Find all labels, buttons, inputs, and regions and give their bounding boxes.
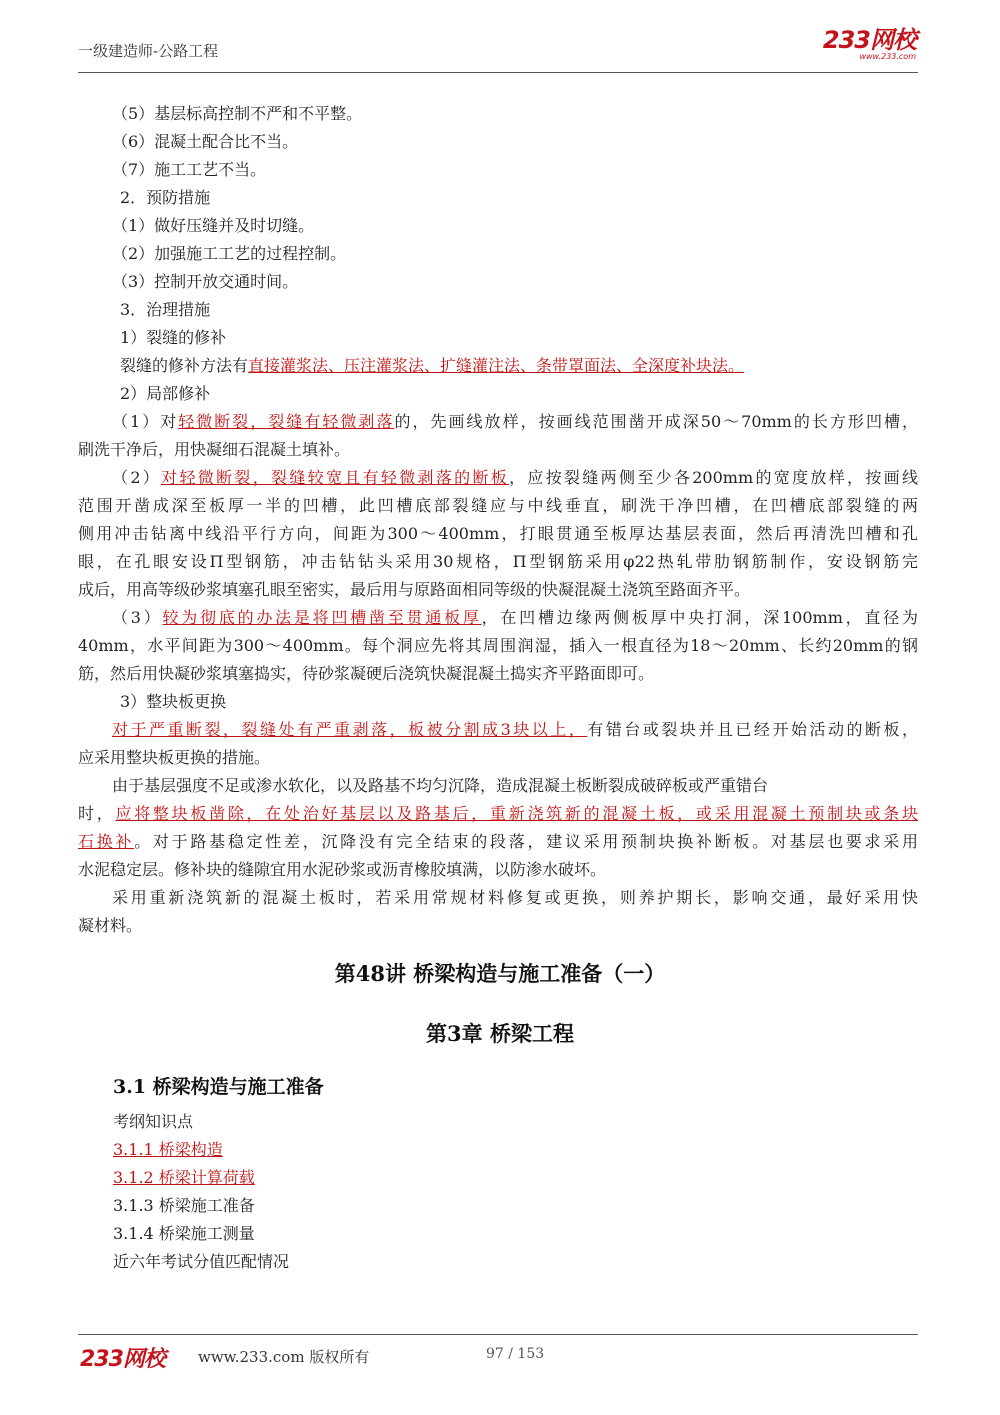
text-line: 眼，在孔眼安设Π型钢筋，冲击钻钻头采用30规格，Π型钢筋采用φ22热轧带肋钢筋制作，安设钢筋完	[78, 552, 918, 571]
page-header	[78, 0, 918, 74]
text-span: 有错台或裂块并且已经开始活动的断板，	[587, 720, 918, 739]
highlight-repair-methods: 直接灌浆法、压注灌浆法、扩缝灌注法、条带罩面法、全深度补块法。	[248, 356, 745, 375]
text-line	[78, 828, 918, 856]
text-span: 的，先画线放样，按画线范围凿开成深50～70mm的长方形凹槽，	[394, 412, 918, 431]
text-span: 裂缝的修补方法有	[120, 356, 249, 375]
text-line: 刷洗干净后，用快凝细石混凝土填补。	[78, 440, 351, 459]
outline-item: 3.1.3 桥梁施工准备	[113, 1196, 255, 1215]
text-span: （2）	[112, 468, 162, 487]
text-line: 40mm，水平间距为300～400mm。每个洞应先将其周围润湿，插入一根直径为18～20mm、长约20mm的钢	[78, 636, 918, 655]
text-line: 水泥稳定层。修补块的缝隙宜用水泥砂浆或沥青橡胶填满，以防渗水破坏。	[78, 860, 607, 879]
highlight-text: 石换补	[78, 832, 135, 851]
outline-tail: 近六年考试分值匹配情况	[113, 1252, 290, 1271]
text-line: 应采用整块板更换的措施。	[78, 748, 271, 767]
subheading-local-repair: 2）局部修补	[120, 384, 211, 403]
text-line: （2）加强施工工艺的过程控制。	[112, 244, 347, 263]
text-line	[78, 408, 918, 436]
footer-divider	[78, 1334, 918, 1335]
page-number: 97 / 153	[486, 1346, 545, 1362]
text-line	[78, 464, 918, 492]
text-line	[78, 800, 918, 828]
text-line	[78, 352, 918, 380]
footer-logo[interactable]: 233网校	[80, 1347, 165, 1372]
text-line	[78, 604, 918, 632]
text-line: 采用重新浇筑新的混凝土板时，若采用常规材料修复或更换，则养护期长，影响交通，最好采用快	[112, 888, 918, 907]
text-line: 侧用冲击钻离中线沿平行方向，间距为300～400mm，打眼贯通至板厚达基层表面，然后再清洗凹槽和孔	[78, 524, 918, 543]
outline-link-bridge-loads[interactable]: 3.1.2 桥梁计算荷载	[113, 1168, 255, 1187]
subheading-prevention: 2．预防措施	[120, 188, 211, 207]
subheading-full-replace: 3）整块板更换	[120, 692, 227, 711]
highlight-text: 较为彻底的办法是将凹槽凿至贯通板厚	[162, 608, 482, 627]
text-line: （7）施工工艺不当。	[112, 160, 267, 179]
subheading-crack-repair: 1）裂缝的修补	[120, 328, 227, 347]
text-line: 凝材料。	[78, 916, 143, 935]
document-body	[78, 100, 918, 940]
text-line: 范围开凿成深至板厚一半的凹槽，此凹槽底部裂缝应与中线垂直，刷洗干净凹槽，在凹槽底部裂缝的两	[78, 496, 918, 515]
outline-item: 3.1.4 桥梁施工测量	[113, 1224, 255, 1243]
text-line: （3）控制开放交通时间。	[112, 272, 299, 291]
outline-list	[113, 1108, 289, 1276]
text-span: ，应按裂缝两侧至少各200mm的宽度放样，按画线	[509, 468, 918, 487]
outline-link-bridge-structure[interactable]: 3.1.1 桥梁构造	[113, 1140, 223, 1159]
outline-intro: 考纲知识点	[113, 1112, 194, 1131]
text-span: 时，	[78, 804, 116, 823]
highlight-text: 应将整块板凿除，在处治好基层以及路基后，重新浇筑新的混凝土板，或采用混凝土预制块或条块	[115, 804, 918, 823]
text-span: （1）对	[112, 412, 179, 431]
header-title: 一级建造师-公路工程	[78, 42, 219, 60]
text-span: ，在凹槽边缘两侧板厚中央打洞，深100mm，直径为	[481, 608, 918, 627]
text-line: （5）基层标高控制不严和不平整。	[112, 104, 363, 123]
highlight-text: 对于严重断裂，裂缝处有严重剥落，板被分割成3块以上，	[112, 720, 588, 739]
text-line: （1）做好压缝并及时切缝。	[112, 216, 315, 235]
text-span: （3）	[112, 608, 163, 627]
section-heading: 3.1 桥梁构造与施工准备	[113, 1076, 324, 1098]
text-span: 。对于路基稳定性差，沉降没有完全结束的段落，建议采用预制块换补断板。对基层也要求采用	[134, 832, 918, 851]
text-line: 成后，用高等级砂浆填塞孔眼至密实，最后用与原路面相同等级的快凝混凝土浇筑至路面齐平。	[78, 580, 751, 599]
lecture-heading: 第48讲 桥梁构造与施工准备（一）	[334, 961, 666, 986]
logo-text: 233网校	[822, 26, 916, 54]
logo-url: www.233.com	[859, 52, 916, 61]
footer-copyright: www.233.com 版权所有	[198, 1348, 370, 1366]
text-line: 筋，然后用快凝砂浆填塞捣实，待砂浆凝硬后浇筑快凝混凝土捣实齐平路面即可。	[78, 664, 655, 683]
page-footer	[78, 1334, 918, 1374]
text-line: （6）混凝土配合比不当。	[112, 132, 299, 151]
text-line: 由于基层强度不足或渗水软化，以及路基不均匀沉降，造成混凝土板断裂成破碎板或严重错台	[112, 776, 769, 795]
subheading-treatment: 3．治理措施	[120, 300, 211, 319]
header-divider	[78, 72, 918, 73]
highlight-text: 轻微断裂，裂缝有轻微剥落	[178, 412, 395, 431]
text-line	[78, 716, 918, 744]
brand-logo[interactable]	[823, 28, 916, 61]
highlight-text: 对轻微断裂，裂缝较宽且有轻微剥落的断板	[161, 468, 510, 487]
chapter-heading: 第3章 桥梁工程	[426, 1021, 574, 1046]
